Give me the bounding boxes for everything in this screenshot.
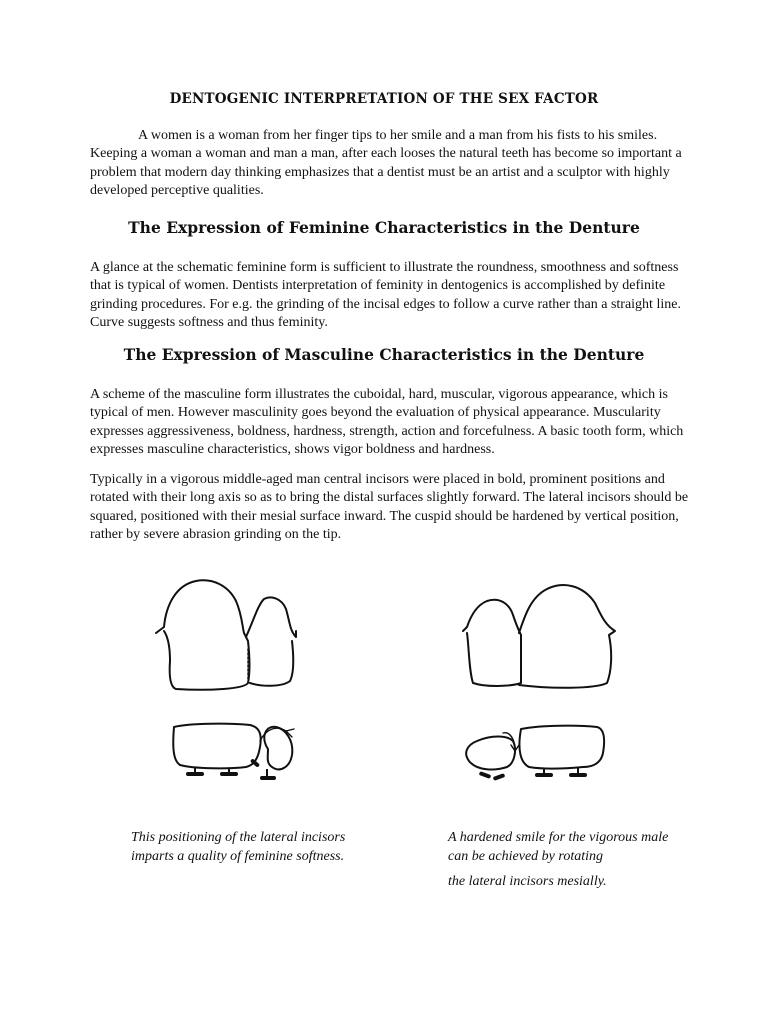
masculine-teeth-figure xyxy=(455,575,630,795)
lateral-incisor-incisal xyxy=(466,737,515,770)
masculine-paragraph-2: Typically in a vigorous middle-aged man central incisors were placed in bold, prominent positions and rotated with their long axis so as to bring the distal surfaces slightly forward. The lateral incisors should be squared, positioned with their mesial surface inward. The cuspid should be hardened by vertical position, rather by severe abrasion grinding on the tip. xyxy=(90,472,689,542)
feminine-teeth-figure xyxy=(150,575,310,795)
central-incisor-incisal xyxy=(519,726,604,769)
central-incisor-front xyxy=(156,580,250,689)
feminine-heading: The Expression of Feminine Characteristics in the Denture xyxy=(128,218,640,237)
document-title: DENTOGENIC INTERPRETATION OF THE SEX FACTOR xyxy=(169,91,599,107)
masculine-caption-1: A hardened smile for the vigorous male can be achieved by rotating xyxy=(448,830,669,864)
lateral-incisor-front xyxy=(463,600,521,686)
intro-paragraph: A women is a woman from her finger tips to her smile and a man from his fists to his smiles. Keeping a woman a woman and man a man, after each looses the natural teeth has become so important a problem that modern day thinking emphasizes that a dentist must be an artist and a sculptor with highly developed perceptive qualities. xyxy=(90,128,682,198)
masculine-paragraph-1: A scheme of the masculine form illustrates the cuboidal, hard, muscular, vigorous appearance, which is typical of men. However masculinity goes beyond the evaluation of physical appearance. Muscularity expresses aggressiveness, boldness, hardness, strength, action and forcefulness. A basic tooth form, which expresses masculine characteristics, shows vigor boldness and hardness. xyxy=(90,387,684,457)
masculine-caption-2: the lateral incisors mesially. xyxy=(448,874,607,889)
central-incisor-incisal xyxy=(173,724,260,769)
masculine-heading: The Expression of Masculine Characteristics in the Denture xyxy=(123,345,645,364)
feminine-paragraph: A glance at the schematic feminine form is sufficient to illustrate the roundness, smoothness and softness that is typical of women. Dentists interpretation of feminity in dentogenics is accomplished by definite grinding procedures. For e.g. the grinding of the incisal edges to follow a curve rather than a straight line. Curve suggests softness and thus feminity. xyxy=(90,260,681,330)
lateral-incisor-front xyxy=(246,597,296,685)
feminine-caption: This positioning of the lateral incisors imparts a quality of feminine softness. xyxy=(131,830,346,864)
central-incisor-front xyxy=(519,585,615,688)
